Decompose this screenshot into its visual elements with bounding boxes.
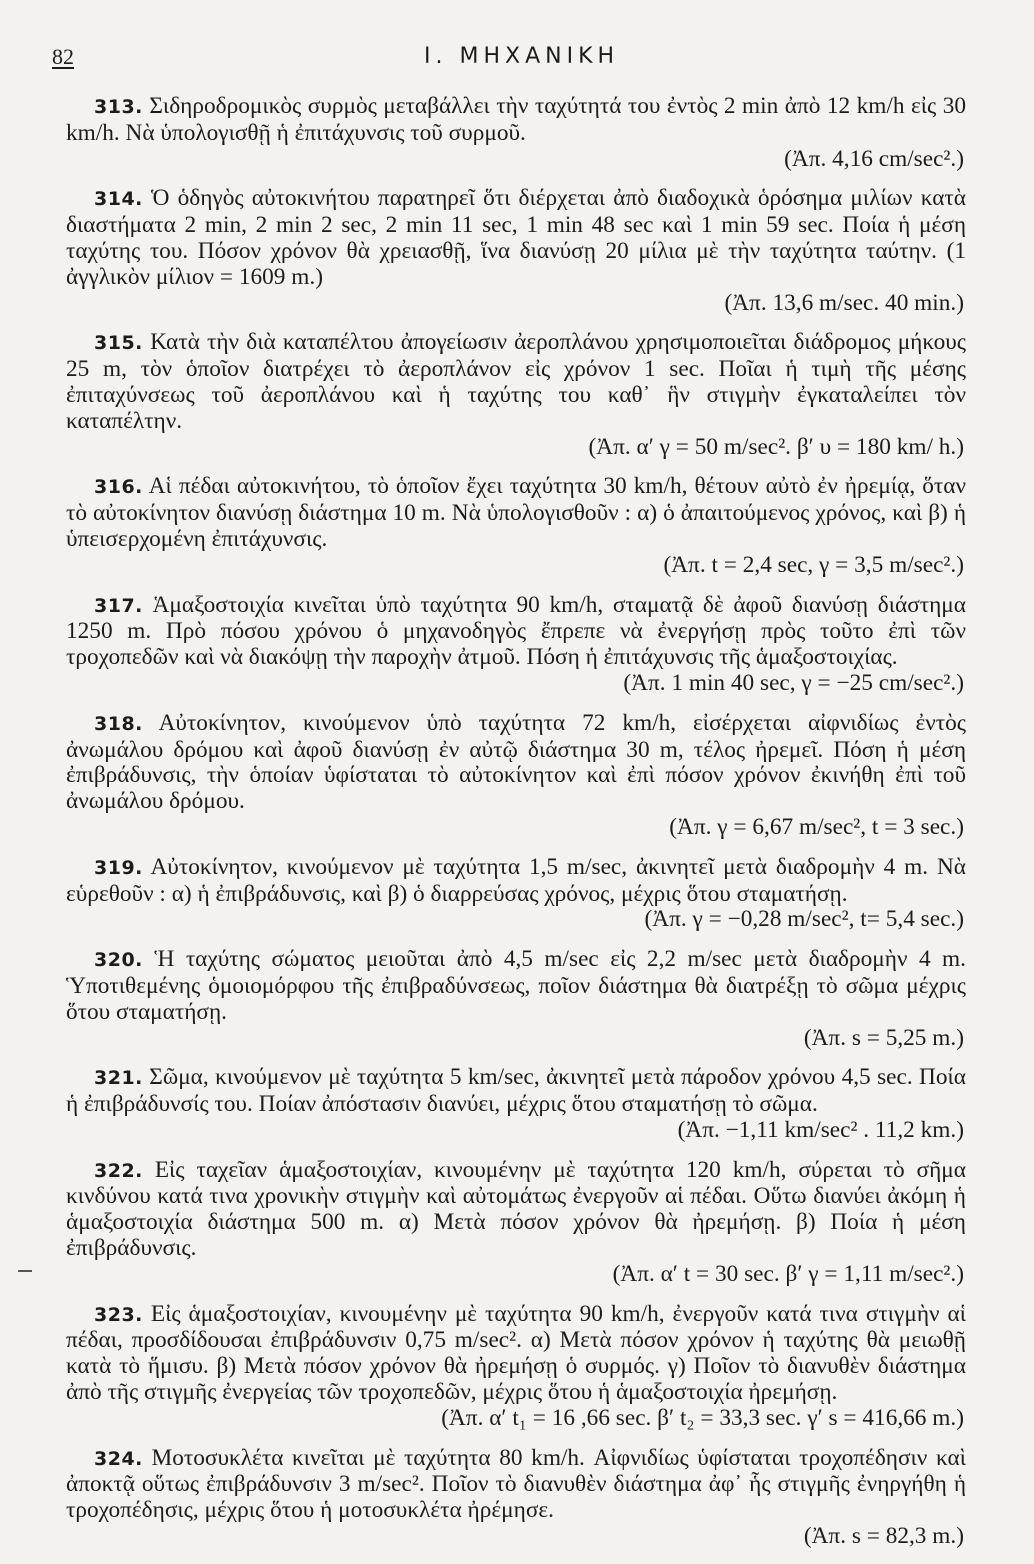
problem-number: 318.	[94, 712, 143, 735]
problem-number: 323.	[94, 1303, 143, 1326]
problem-number: 315.	[94, 332, 143, 355]
problem-text: Ἡ ταχύτης σώματος μειοῦται ἀπὸ 4,5 m/sec εἰς 2,2 m/sec μετὰ διαδρομὴν 4 m. Ὑποτιθεμένης ὁμοιομόρφου τῆς ἐπιβραδύνσεως, ποῖον διάστημα θὰ διατρέξῃ τὸ σῶμα μέχρις ὅτου σταματήσῃ.	[66, 946, 966, 1025]
problem-answer: (Ἀπ. s = 82,3 m.)	[803, 1523, 964, 1550]
problem-314	[66, 186, 966, 316]
problem-answer: (Ἀπ. t = 2,4 sec, γ = 3,5 m/sec².)	[663, 551, 964, 578]
problem-323	[66, 1302, 966, 1432]
problem-318	[66, 711, 966, 841]
problem-number: 319.	[94, 856, 143, 879]
problem-text: Κατὰ τὴν διὰ καταπέλτου ἀπογείωσιν ἀεροπλάνου χρησιμοποιεῖται διάδρομος μήκους 25 m, τὸν ὁποῖον διατρέχει τὸ ἀεροπλάνον εἰς χρόνον 1 sec. Ποῖαι ἡ τιμὴ τῆς μέσης ἐπιταχύνσεως τοῦ ἀεροπλάνου καὶ ἡ ταχύτης του καθ᾽ ἣν στιγμὴν ἐγκαταλείπει τὸν καταπέλτην.	[66, 329, 967, 434]
problem-number: 321.	[94, 1067, 143, 1090]
problem-text: Εἰς ταχεῖαν ἁμαξοστοιχίαν, κινουμένην μὲ ταχύτητα 120 km/h, σύρεται τὸ σῆμα κινδύνου κατά τινα χρονικὴν στιγμὴν καὶ αὐτομάτως ἐνεργοῦν αἱ πέδαι. Οὕτω διανύει ἀκόμη ἡ ἁμαξοστοιχία διάστημα 500 m. α) Μετὰ πόσον χρόνον θὰ ἠρεμήσῃ. β) Ποία ἡ μέση ἐπιβράδυνσις.	[66, 1156, 966, 1262]
problem-320	[66, 947, 966, 1051]
margin-mark	[18, 1270, 32, 1272]
problem-text: Ὁ ὁδηγὸς αὐτοκινήτου παρατηρεῖ ὅτι διέρχεται ἀπὸ διαδοχικὰ ὁρόσημα μιλίων κατὰ διαστήματα 2 min, 2 min 2 sec, 2 min 11 sec, 1 min 48 sec καὶ 1 min 59 sec. Ποία ἡ μέση ταχύτης του. Πόσον χρόνον θὰ χρειασθῇ, ἵνα διανύσῃ 20 μίλια μὲ τὴν ταχύτητα ταύτην. (1 ἀγγλικὸν μίλιον = 1609 m.)	[66, 185, 966, 290]
problem-text: Αὐτοκίνητον, κινούμενον μὲ ταχύτητα 1,5 m/sec, ἀκινητεῖ μετὰ διαδρομὴν 4 m. Νὰ εὑρεθοῦν : α) ἡ ἐπιβράδυνσις, καὶ β) ὁ διαρρεύσας χρόνος, μέχρις ὅτου σταματήσῃ.	[66, 853, 967, 907]
problem-answer: (Ἀπ. s = 5,25 m.)	[803, 1024, 964, 1051]
problem-317	[66, 593, 966, 697]
problem-answer: (Ἀπ. γ = 6,67 m/sec², t = 3 sec.)	[669, 813, 964, 840]
problem-answer: (Ἀπ. γ = −0,28 m/sec², t= 5,4 sec.)	[644, 906, 964, 933]
problem-text: Ἁμαξοστοιχία κινεῖται ὑπὸ ταχύτητα 90 km/h, σταματᾷ δὲ ἀφοῦ διανύσῃ διάστημα 1250 m. Πρὸ πόσου χρόνου ὁ μηχανοδηγὸς ἔπρεπε νὰ ἐνεργήσῃ πρὸς τοῦτο ἐπὶ τῶν τροχοπεδῶν καὶ νὰ διακόψῃ τὴν παροχὴν ἀτμοῦ. Πόση ἡ ἐπιτάχυνσις τῆς ἁμαξοστοιχίας.	[66, 591, 966, 671]
chapter-title: Ι. ΜΗΧΑΝΙΚΗ	[424, 44, 620, 69]
problem-text: Μοτοσυκλέτα κινεῖται μὲ ταχύτητα 80 km/h. Αἰφνιδίως ὑφίσταται τροχοπέδησιν καὶ ἀποκτᾷ οὕτως ἐπιβράδυνσιν 3 m/sec². Ποῖον τὸ διανυθὲν διάστημα ἀφ᾽ ἧς στιγμῆς ἐνηργήθη ἡ τροχοπέδησις, μέχρις ὅτου ἡ μοτοσυκλέτα ἠρέμησε.	[66, 1444, 966, 1524]
problem-315	[66, 330, 966, 460]
problem-number: 313.	[94, 96, 143, 118]
problem-number: 317.	[94, 594, 143, 617]
problem-answer: (Ἀπ. −1,11 km/sec² . 11,2 km.)	[677, 1116, 964, 1143]
problem-number: 320.	[94, 949, 143, 972]
problem-number: 324.	[94, 1447, 143, 1470]
problem-number: 322.	[94, 1159, 143, 1182]
problem-answer: (Ἀπ. 1 min 40 sec, γ = −25 cm/sec².)	[623, 669, 964, 696]
problem-313	[66, 94, 966, 172]
problem-text: Σῶμα, κινούμενον μὲ ταχύτητα 5 km/sec, ἀκινητεῖ μετὰ πάροδον χρόνου 4,5 sec. Ποία ἡ ἐπιβράδυνσίς του. Ποίαν ἀπόστασιν διανύει, μέχρις ὅτου σταματήσῃ τὸ σῶμα.	[66, 1064, 966, 1118]
problem-321	[66, 1065, 966, 1143]
problem-322	[66, 1158, 966, 1288]
problem-324	[66, 1446, 966, 1550]
problem-number: 316.	[94, 476, 143, 499]
problem-316	[66, 474, 966, 578]
problem-list	[66, 94, 966, 1564]
problem-text: Αἱ πέδαι αὐτοκινήτου, τὸ ὁποῖον ἔχει ταχύτητα 30 km/h, θέτουν αὐτὸ ἐν ἠρεμίᾳ, ὅταν τὸ αὐτοκίνητον διανύσῃ διάστημα 10 m. Νὰ ὑπολογισθοῦν : α) ὁ ἀπαιτούμενος χρόνος, καὶ β) ἡ ὑπεισερχομένη ἐπιτάχυνσις.	[66, 473, 966, 552]
problem-answer: (Ἀπ. 13,6 m/sec. 40 min.)	[724, 289, 964, 316]
problem-text: Εἰς ἁμαξοστοιχίαν, κινουμένην μὲ ταχύτητα 90 km/h, ἐνεργοῦν κατά τινα στιγμὴν αἱ πέδαι, προσδίδουσαι ἐπιβράδυνσιν 0,75 m/sec². α) Μετὰ πόσον χρόνον ἡ ταχύτης θὰ μειωθῇ κατὰ τὸ ἥμισυ. β) Μετὰ πόσον χρόνον θὰ ἠρεμήσῃ ὁ συρμός. γ) Ποῖον τὸ διανυθὲν διάστημα ἀπὸ τῆς στιγμῆς ἐνεργείας τῶν τροχοπεδῶν, μέχρις ὅτου ἡ ἁμαξοστοιχία ἠρεμήσῃ.	[66, 1300, 966, 1406]
page-header	[52, 44, 982, 78]
problem-answer: (Ἀπ. α′ t₁ = 16 ,66 sec. β′ t₂ = 33,3 sec. γ′ s = 416,66 m.)	[441, 1404, 964, 1431]
problem-text: Σιδηροδρομικὸς συρμὸς μεταβάλλει τὴν ταχύτητά του ἐντὸς 2 min ἀπὸ 12 km/h εἰς 30 km/h. Νὰ ὑπολογισθῇ ἡ ἐπιτάχυνσις τοῦ συρμοῦ.	[66, 93, 966, 146]
page-number: 82	[52, 44, 74, 69]
problem-319	[66, 855, 966, 933]
problem-text: Αὐτοκίνητον, κινούμενον ὑπὸ ταχύτητα 72 km/h, εἰσέρχεται αἰφνιδίως ἐντὸς ἀνωμάλου δρόμου καὶ ἀφοῦ διανύσῃ ἐν αὐτῷ διάστημα 30 m, τέλος ἠρεμεῖ. Πόση ἡ μέση ἐπιβράδυνσις, τὴν ὁποίαν ὑφίσταται τὸ αὐτοκίνητον καὶ ἐπὶ πόσον χρόνον ἐκινήθη ἐπὶ τοῦ ἀνωμάλου δρόμου.	[66, 709, 966, 815]
problem-answer: (Ἀπ. α′ γ = 50 m/sec². β′ υ = 180 km/ h.)	[588, 433, 964, 460]
problem-answer: (Ἀπ. α′ t = 30 sec. β′ γ = 1,11 m/sec².)	[612, 1260, 964, 1287]
problem-answer: (Ἀπ. 4,16 cm/sec².)	[784, 145, 964, 172]
problem-number: 314.	[94, 188, 143, 211]
